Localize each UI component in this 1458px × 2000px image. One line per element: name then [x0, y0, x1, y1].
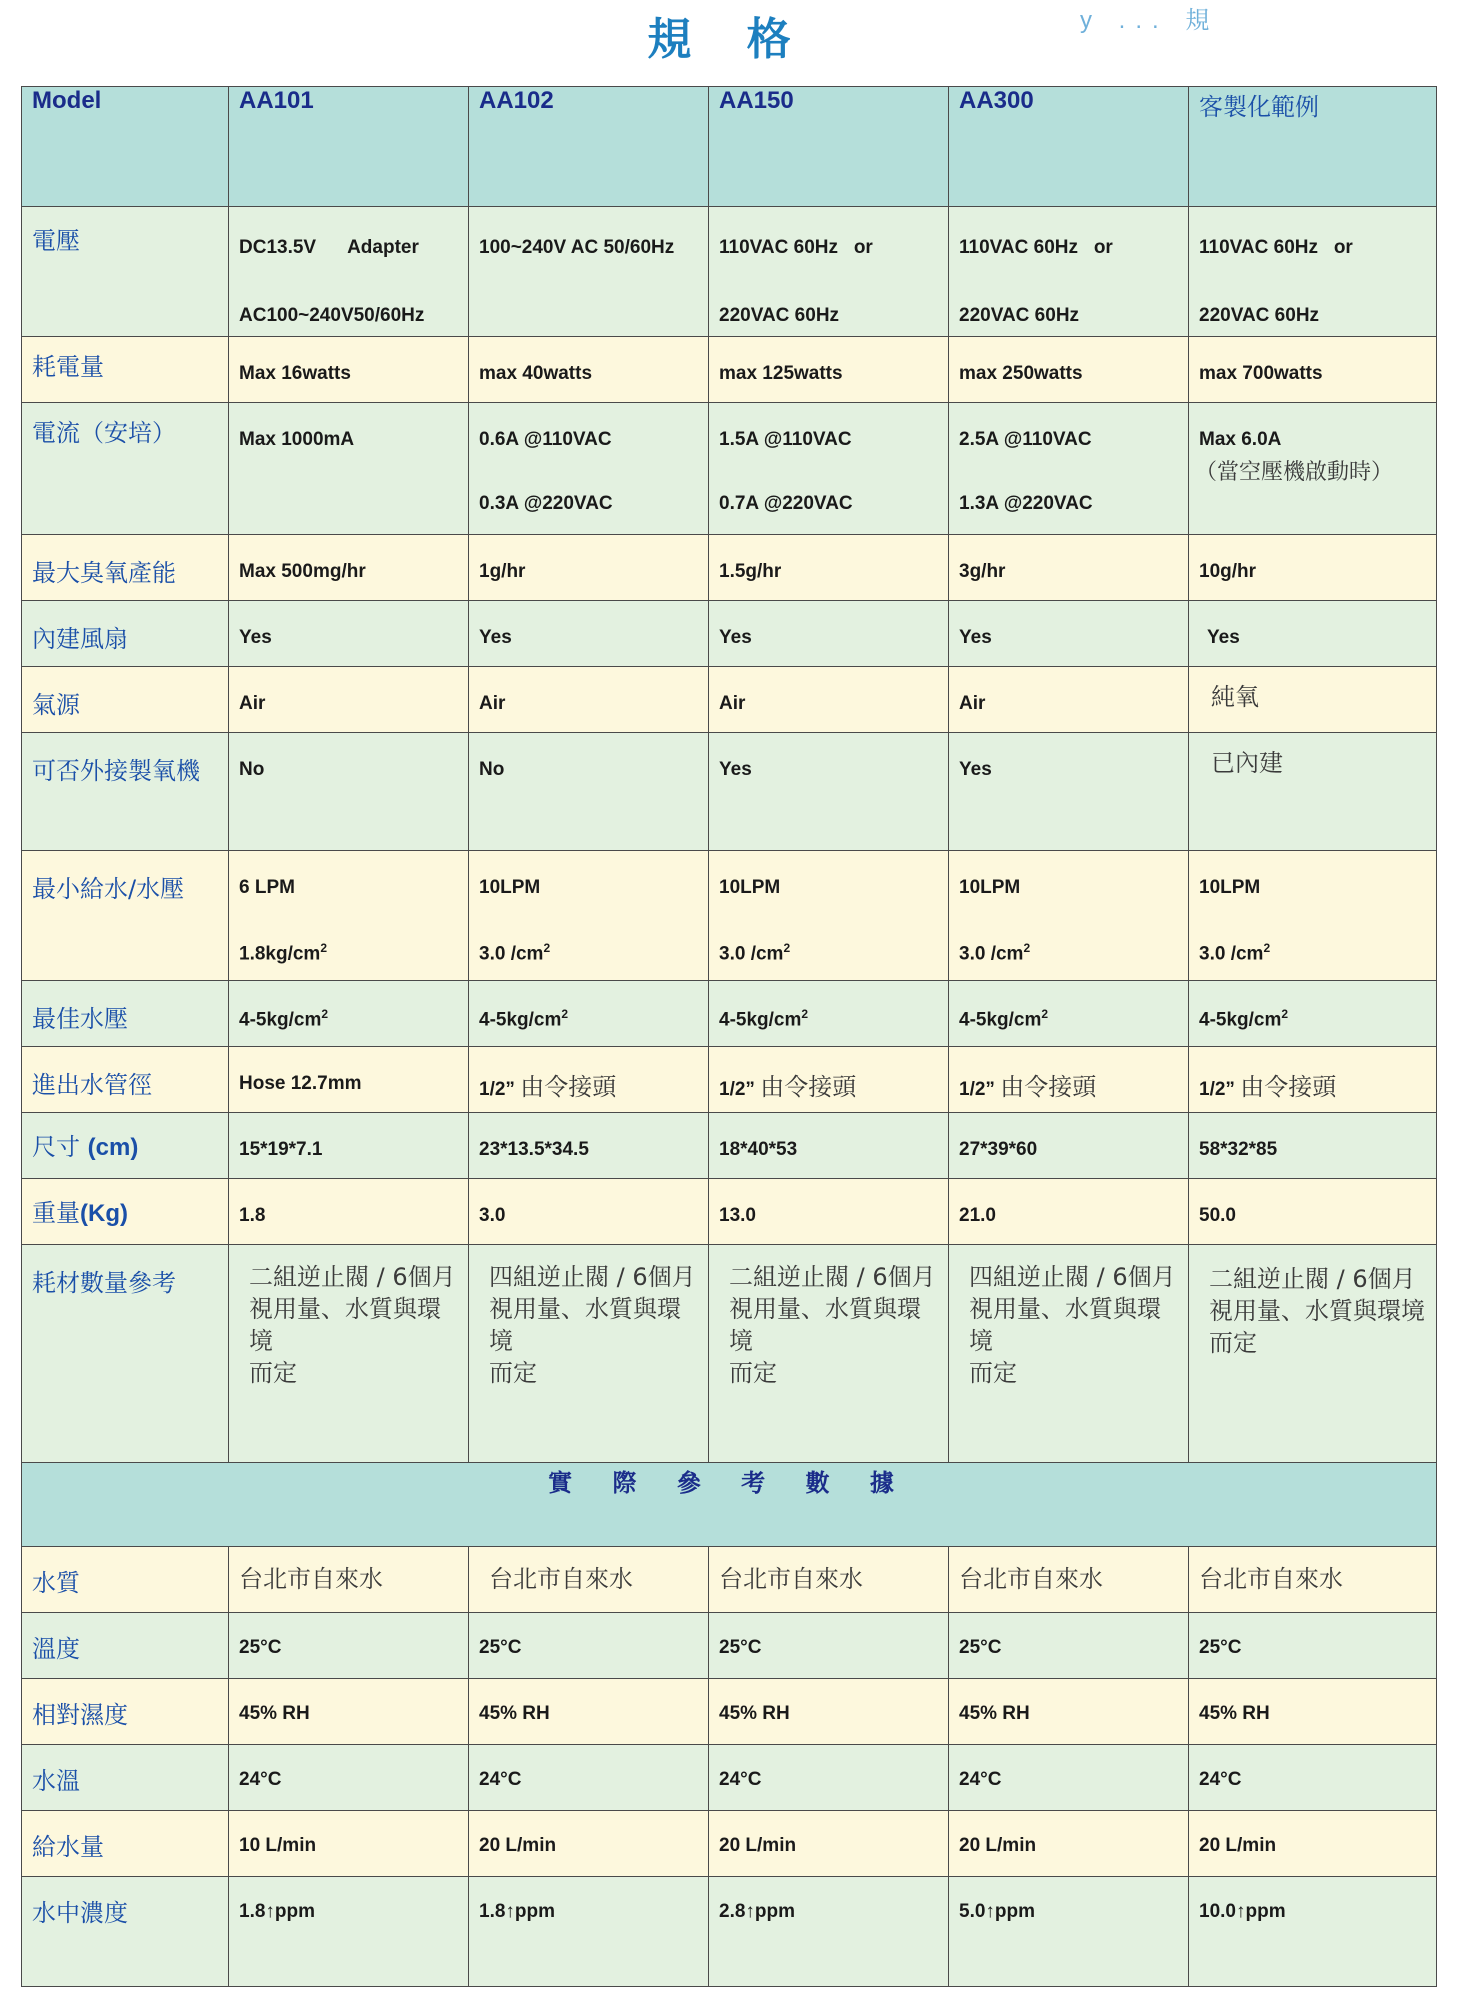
row-label: 水溫 [22, 1745, 229, 1811]
table-cell: 25°C [1189, 1613, 1437, 1679]
cell-line: 視用量、水質與環境 [729, 1295, 921, 1355]
row-label [22, 1113, 229, 1179]
table-cell: 1.5g/hr [709, 535, 949, 601]
row-relative-humidity [22, 1679, 1437, 1745]
table-cell [949, 207, 1189, 337]
table-cell [709, 1047, 949, 1113]
table-cell: 台北市自來水 [469, 1547, 709, 1613]
table-cell [469, 207, 709, 337]
table-cell: 台北市自來水 [229, 1547, 469, 1613]
table-cell [1189, 403, 1437, 535]
cell-line: 2.5A @110VAC [959, 429, 1092, 450]
table-cell: Air [949, 667, 1189, 733]
table-cell: Air [709, 667, 949, 733]
row-label: 給水量 [22, 1811, 229, 1877]
superscript: 2 [320, 941, 328, 955]
cell-line: 四組逆止閥 / 6個月 [489, 1263, 696, 1291]
row-label: 相對濕度 [22, 1679, 229, 1745]
title-decoration: y ... 規 [1080, 7, 1220, 34]
table-cell [949, 851, 1189, 981]
table-cell [1189, 1047, 1437, 1113]
cell-text: 4-5kg/cm [239, 1009, 322, 1031]
table-cell: 13.0 [709, 1179, 949, 1245]
table-cell: 10 L/min [229, 1811, 469, 1877]
cell-text: 3.0 /cm [1199, 943, 1264, 965]
cell-line: 視用量、水質與環境 [489, 1295, 681, 1355]
table-cell [709, 981, 949, 1047]
table-cell: 15*19*7.1 [229, 1113, 469, 1179]
cell-line: 四組逆止閥 / 6個月 [969, 1263, 1176, 1291]
table-cell [949, 1245, 1189, 1463]
table-cell: 5.0↑ppm [949, 1877, 1189, 1987]
superscript: 2 [1263, 941, 1271, 955]
row-label: 最佳水壓 [22, 981, 229, 1047]
cell-line: （當空壓機啟動時） [1195, 460, 1394, 485]
table-cell [1189, 981, 1437, 1047]
table-cell: 1.8↑ppm [469, 1877, 709, 1987]
row-label: 可否外接製氧機 [22, 733, 229, 851]
table-cell [709, 1245, 949, 1463]
row-min-water-supply [22, 851, 1437, 981]
row-water-temperature [22, 1745, 1437, 1811]
table-cell: 27*39*60 [949, 1113, 1189, 1179]
row-label: 電壓 [22, 207, 229, 337]
table-cell [469, 1245, 709, 1463]
header-model-aa102: AA102 [469, 87, 709, 207]
table-cell: 24°C [709, 1745, 949, 1811]
table-cell: 45% RH [949, 1679, 1189, 1745]
table-cell: 台北市自來水 [949, 1547, 1189, 1613]
cell-line: 10LPM [959, 877, 1021, 898]
cell-line: 而定 [1209, 1329, 1257, 1357]
superscript: 2 [783, 941, 791, 955]
row-external-oxygen [22, 733, 1437, 851]
table-cell: Yes [469, 601, 709, 667]
table-cell: No [469, 733, 709, 851]
row-built-in-fan [22, 601, 1437, 667]
table-cell: Yes [229, 601, 469, 667]
table-cell: 25°C [709, 1613, 949, 1679]
table-cell: max 250watts [949, 337, 1189, 403]
cell-text: 1/2” [1199, 1079, 1235, 1100]
table-cell: 20 L/min [949, 1811, 1189, 1877]
superscript: 2 [801, 1007, 809, 1021]
table-cell: Max 16watts [229, 337, 469, 403]
table-cell [469, 403, 709, 535]
table-cell: Yes [709, 733, 949, 851]
table-cell [469, 851, 709, 981]
cell-line: DC13.5V Adapter [239, 237, 419, 258]
section-header-row [22, 1463, 1437, 1547]
cell-line: 10LPM [1199, 877, 1261, 898]
table-cell: 3.0 [469, 1179, 709, 1245]
table-cell: Air [469, 667, 709, 733]
cell-line: 而定 [489, 1359, 537, 1387]
table-cell: Yes [1189, 601, 1437, 667]
cell-line: 視用量、水質與環境 [249, 1295, 441, 1355]
table-cell: 24°C [229, 1745, 469, 1811]
superscript: 2 [321, 1007, 329, 1021]
cell-text: 由令接頭 [1000, 1073, 1097, 1101]
cell-line: 110VAC 60Hz or [719, 237, 873, 258]
table-cell [469, 981, 709, 1047]
table-cell: Yes [949, 601, 1189, 667]
table-cell: 24°C [469, 1745, 709, 1811]
cell-line [959, 941, 1178, 965]
row-air-source [22, 667, 1437, 733]
row-temperature [22, 1613, 1437, 1679]
cell-text: 1.8kg/cm [239, 943, 321, 965]
table-cell [709, 851, 949, 981]
cell-line: 視用量、水質與環境 [969, 1295, 1161, 1355]
table-cell: max 700watts [1189, 337, 1437, 403]
row-label [22, 1179, 229, 1245]
header-model-aa150: AA150 [709, 87, 949, 207]
table-cell: 21.0 [949, 1179, 1189, 1245]
table-cell: max 125watts [709, 337, 949, 403]
row-dimensions [22, 1113, 1437, 1179]
table-cell [1189, 851, 1437, 981]
superscript: 2 [543, 941, 551, 955]
cell-line: 10LPM [719, 877, 781, 898]
table-cell: Max 500mg/hr [229, 535, 469, 601]
row-optimal-pressure [22, 981, 1437, 1047]
cell-line: 二組逆止閥 / 6個月 [1209, 1265, 1416, 1293]
row-ozone-output [22, 535, 1437, 601]
cell-line [239, 941, 458, 965]
cell-line: 0.6A @110VAC [479, 429, 612, 450]
cell-line: 二組逆止閥 / 6個月 [249, 1263, 456, 1291]
row-consumables [22, 1245, 1437, 1463]
row-label: 耗材數量參考 [22, 1245, 229, 1463]
cell-line: 0.7A @220VAC [719, 493, 853, 514]
cell-text: 3.0 /cm [479, 943, 544, 965]
row-label: 最小給水/水壓 [22, 851, 229, 981]
table-cell [949, 1047, 1189, 1113]
cell-line [719, 941, 938, 965]
table-cell [949, 981, 1189, 1047]
cell-text: 1/2” [719, 1079, 755, 1100]
table-cell: 25°C [949, 1613, 1189, 1679]
table-cell: 58*32*85 [1189, 1113, 1437, 1179]
table-cell [1189, 207, 1437, 337]
table-cell: Yes [709, 601, 949, 667]
row-label: 氣源 [22, 667, 229, 733]
cell-text: 4-5kg/cm [719, 1009, 802, 1031]
cell-text: 4-5kg/cm [1199, 1009, 1282, 1031]
row-label: 水中濃度 [22, 1877, 229, 1987]
table-cell: 45% RH [229, 1679, 469, 1745]
cell-line: Max 1000mA [239, 429, 355, 450]
table-cell: 20 L/min [709, 1811, 949, 1877]
table-cell [229, 403, 469, 535]
cell-text: 1/2” [479, 1079, 515, 1100]
table-cell: 25°C [469, 1613, 709, 1679]
table-cell: 2.8↑ppm [709, 1877, 949, 1987]
cell-text: 1/2” [959, 1079, 995, 1100]
row-voltage [22, 207, 1437, 337]
cell-line: 而定 [249, 1359, 297, 1387]
table-cell [1189, 1245, 1437, 1463]
table-cell: 1.8↑ppm [229, 1877, 469, 1987]
table-cell [229, 981, 469, 1047]
row-label-text: 尺寸 [32, 1133, 80, 1161]
table-cell: Air [229, 667, 469, 733]
cell-line: 110VAC 60Hz or [1199, 237, 1353, 258]
table-cell [709, 207, 949, 337]
table-cell [709, 403, 949, 535]
table-cell: 20 L/min [1189, 1811, 1437, 1877]
cell-text: 4-5kg/cm [479, 1009, 562, 1031]
header-model-aa101: AA101 [229, 87, 469, 207]
table-cell: 50.0 [1189, 1179, 1437, 1245]
table-cell: 45% RH [469, 1679, 709, 1745]
superscript: 2 [1023, 941, 1031, 955]
row-power [22, 337, 1437, 403]
row-label: 電流（安培） [22, 403, 229, 535]
cell-line: 1.5A @110VAC [719, 429, 852, 450]
table-cell: 20 L/min [469, 1811, 709, 1877]
table-cell: Hose 12.7mm [229, 1047, 469, 1113]
row-label: 最大臭氧產能 [22, 535, 229, 601]
row-water-quality [22, 1547, 1437, 1613]
row-label-unit: (cm) [87, 1134, 139, 1161]
cell-line: 10LPM [479, 877, 541, 898]
row-label: 內建風扇 [22, 601, 229, 667]
cell-text: 由令接頭 [1240, 1073, 1337, 1101]
row-label: 進出水管徑 [22, 1047, 229, 1113]
row-label-text: 重量 [32, 1199, 80, 1227]
superscript: 2 [1041, 1007, 1049, 1021]
row-label: 耗電量 [22, 337, 229, 403]
table-cell [229, 851, 469, 981]
cell-line: Max 6.0A [1199, 429, 1282, 450]
table-cell: 已內建 [1189, 733, 1437, 851]
table-cell [229, 207, 469, 337]
cell-line: 220VAC 60Hz [1199, 305, 1320, 326]
header-row [22, 87, 1437, 207]
row-water-flow [22, 1811, 1437, 1877]
cell-line: 220VAC 60Hz [959, 305, 1080, 326]
table-cell: 台北市自來水 [709, 1547, 949, 1613]
cell-text: 由令接頭 [520, 1073, 617, 1101]
table-cell [469, 1047, 709, 1113]
table-cell: 純氧 [1189, 667, 1437, 733]
cell-text: 4-5kg/cm [959, 1009, 1042, 1031]
table-cell [229, 1245, 469, 1463]
row-pipe-diameter [22, 1047, 1437, 1113]
cell-line: 視用量、水質與環境 [1209, 1297, 1425, 1325]
table-cell: 1g/hr [469, 535, 709, 601]
row-weight [22, 1179, 1437, 1245]
row-current [22, 403, 1437, 535]
row-concentration [22, 1877, 1437, 1987]
table-cell: 25°C [229, 1613, 469, 1679]
table-cell: max 40watts [469, 337, 709, 403]
table-cell [949, 403, 1189, 535]
cell-line [1199, 941, 1426, 965]
spec-table [21, 86, 1437, 1987]
cell-line: 二組逆止閥 / 6個月 [729, 1263, 936, 1291]
cell-line: 而定 [729, 1359, 777, 1387]
table-cell: 10.0↑ppm [1189, 1877, 1437, 1987]
cell-line: 而定 [969, 1359, 1017, 1387]
table-cell: 3g/hr [949, 535, 1189, 601]
table-cell: Yes [949, 733, 1189, 851]
table-cell: 24°C [1189, 1745, 1437, 1811]
cell-line: 220VAC 60Hz [719, 305, 840, 326]
superscript: 2 [561, 1007, 569, 1021]
header-model-custom: 客製化範例 [1189, 87, 1437, 207]
table-cell: 台北市自來水 [1189, 1547, 1437, 1613]
cell-text: 由令接頭 [760, 1073, 857, 1101]
header-model-label: Model [22, 87, 229, 207]
cell-text: 3.0 /cm [719, 943, 784, 965]
table-cell: 24°C [949, 1745, 1189, 1811]
row-label: 水質 [22, 1547, 229, 1613]
table-cell: 23*13.5*34.5 [469, 1113, 709, 1179]
cell-line: 0.3A @220VAC [479, 493, 613, 514]
cell-line: 110VAC 60Hz or [959, 237, 1113, 258]
cell-line: 6 LPM [239, 877, 295, 898]
table-cell: 10g/hr [1189, 535, 1437, 601]
header-model-aa300: AA300 [949, 87, 1189, 207]
cell-line [479, 941, 698, 965]
superscript: 2 [1281, 1007, 1289, 1021]
table-cell: No [229, 733, 469, 851]
page-title: 規 格 [647, 14, 811, 65]
row-label-unit: (Kg) [80, 1200, 128, 1227]
row-label: 溫度 [22, 1613, 229, 1679]
cell-line: 100~240V AC 50/60Hz [479, 237, 675, 258]
cell-line: 1.3A @220VAC [959, 493, 1093, 514]
table-cell: 1.8 [229, 1179, 469, 1245]
cell-text: 3.0 /cm [959, 943, 1024, 965]
table-cell: 45% RH [709, 1679, 949, 1745]
table-cell: 45% RH [1189, 1679, 1437, 1745]
cell-line: AC100~240V50/60Hz [239, 305, 425, 326]
table-cell: 18*40*53 [709, 1113, 949, 1179]
section-title: 實 際 參 考 數 據 [22, 1463, 1437, 1547]
